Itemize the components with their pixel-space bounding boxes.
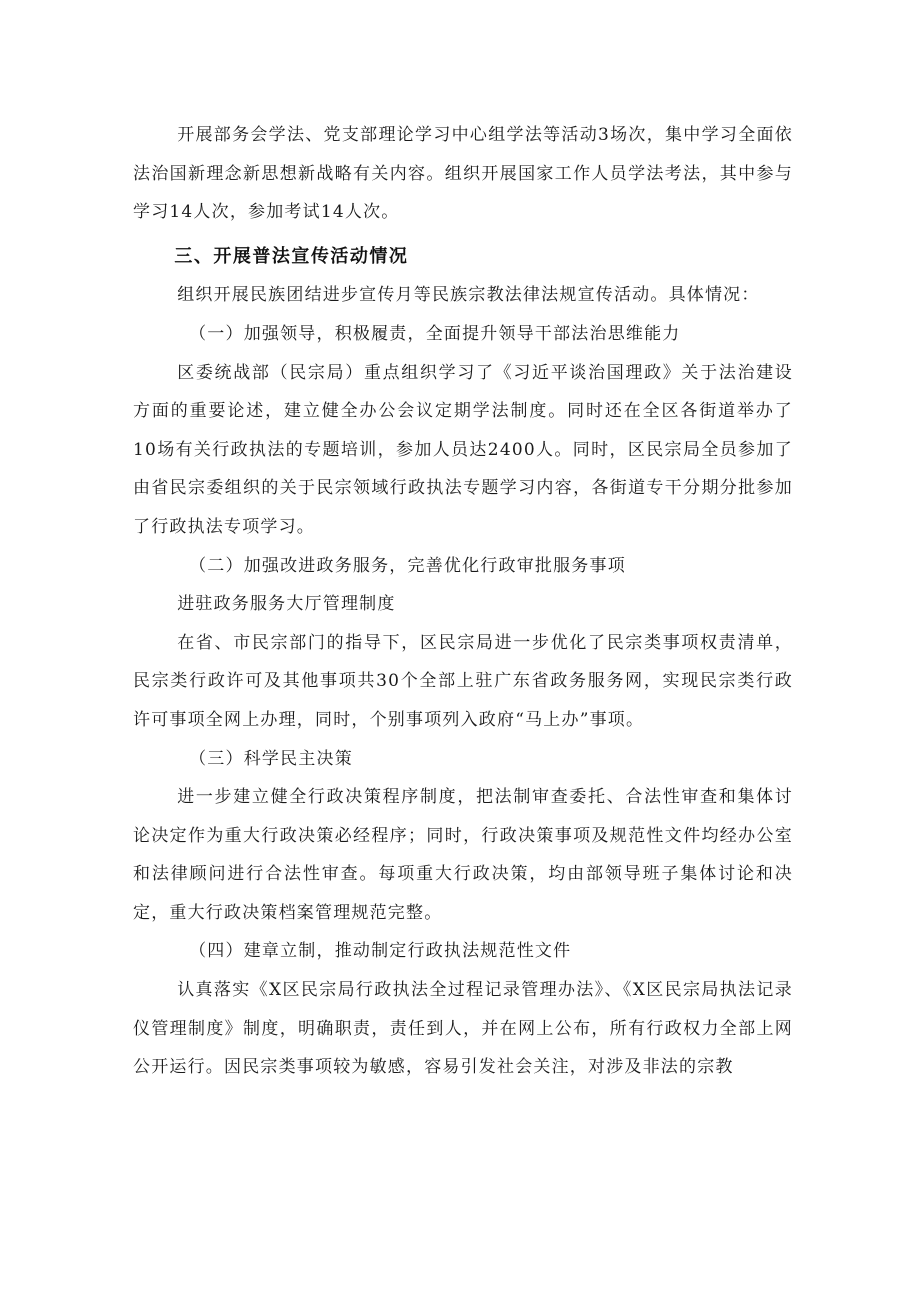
section-heading-3: 三、开展普法宣传活动情况: [174, 245, 409, 267]
subheading-2: （二）加强改进政务服务，完善优化行政审批服务事项: [189, 555, 626, 576]
paragraph-publicity-intro: 组织开展民族团结进步宣传月等民族宗教法律法规宣传活动。具体情况：: [177, 285, 760, 306]
paragraph-leadership: 区委统战部（民宗局）重点组织学习了《习近平谈治国理政》关于法治建设方面的重要论述，建立健全办公会议定期学法制度。同时还在全区各街道举办了10场有关行政执法的专题培训，参加人员达2400人。同时，区民宗局全员参加了由省民宗委组织的关于民宗领域行政执法专题学习内容，各街道专干分期分批参加了行政执法专项学习。: [133, 362, 793, 537]
paragraph-decision-making: 进一步建立健全行政决策程序制度，把法制审查委托、合法性审查和集体讨论决定作为重大行政决策必经程序；同时，行政决策事项及规范性文件均经办公室和法律顾问进行合法性审查。每项重大行政决策，均由部领导班子集体讨论和决定，重大行政决策档案管理规范完整。: [133, 787, 793, 923]
paragraph-service-items: 在省、市民宗部门的指导下，区民宗局进一步优化了民宗类事项权责清单，民宗类行政许可及其他事项共30个全部上驻广东省政务服务网，实现民宗类行政许可事项全网上办理，同时，个别事项列入政府“马上办”事项。: [133, 632, 793, 730]
subheading-1: （一）加强领导，积极履责，全面提升领导干部法治思维能力: [189, 323, 681, 344]
paragraph-study-activities: 开展部务会学法、党支部理论学习中心组学法等活动3场次，集中学习全面依法治国新理念新思想新战略有关内容。组织开展国家工作人员学法考法，其中参与学习14人次，参加考试14人次。: [133, 125, 793, 223]
subheading-4: （四）建章立制，推动制定行政执法规范性文件: [189, 941, 572, 962]
document-body: [133, 116, 793, 1087]
paragraph-regulations: 认真落实《X区民宗局行政执法全过程记录管理办法》、《X区民宗局执法记录仪管理制度》制度，明确职责，责任到人，并在网上公布，所有行政权力全部上网公开运行。因民宗类事项较为敏感，容易引发社会关注，对涉及非法的宗教: [133, 980, 793, 1078]
paragraph-service-hall: 进驻政务服务大厅管理制度: [177, 594, 396, 615]
subheading-3: （三）科学民主决策: [189, 748, 353, 769]
